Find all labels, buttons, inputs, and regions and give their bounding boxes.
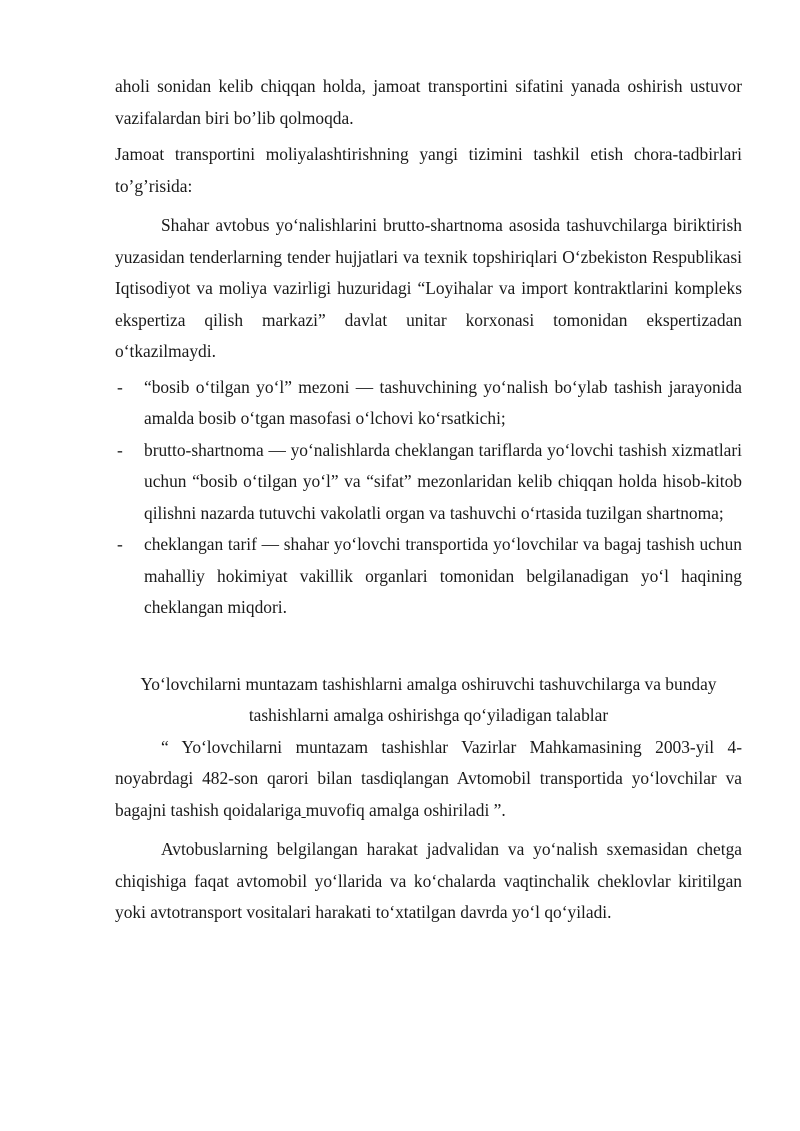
list-item	[115, 529, 742, 624]
paragraph-route-deviation: Avtobuslarning belgilangan harakat jadvalidan va yo‘nalish sxemasidan chetga chiqishiga faqat avtomobil yo‘llarida va ko‘chalarda vaqtinchalik cheklovlar kiritilgan yoki avtotransport vositalari harakati to‘xtatilgan davrda yo‘l qo‘yiladi.	[115, 839, 742, 922]
paragraph-regular-transport-rules	[115, 732, 742, 827]
list-dash: -	[117, 439, 123, 460]
list-dash: -	[117, 376, 123, 397]
definitions-list	[115, 372, 742, 624]
list-item	[115, 435, 742, 530]
paragraph-text-end: muvofiq amalga oshiriladi ”.	[305, 799, 506, 820]
paragraph-text-start: “ Yo‘lovchilarni muntazam tashishlar Vazirlar Mahkamasining 2003-yil 4-noyabrdagi 482-son qarori bilan tasdiqlangan Avtomobil transportida yo‘lovchilar va bagajni tashish qoidalariga	[115, 736, 742, 820]
list-item-text: cheklangan tarif — shahar yo‘lovchi transportida yo‘lovchilar va bagaj tashish uchun mahalliy hokimiyat vakillik organlari tomonidan belgilanadigan yo‘l haqining cheklangan miqdori.	[144, 534, 742, 617]
list-item-text: brutto-shartnoma — yo‘nalishlarda cheklangan tariflarda yo‘lovchi tashish xizmatlari uchun “bosib o‘tilgan yo‘l” va “sifat” mezonlaridan kelib chiqqan holda hisob-kitob qilishni nazarda tutuvchi vakolatli organ va tashuvchi o‘rtasida tuzilgan shartnoma;	[144, 439, 742, 523]
section-heading-line-2: tashishlarni amalga oshirishga qo‘yiladigan talablar	[248, 705, 609, 725]
paragraph-financing-title: Jamoat transportini moliyalashtirishning yangi tizimini tashkil etish chora-tadbirlari to’g’risida:	[115, 144, 742, 196]
document-body	[115, 71, 742, 929]
paragraph-tender-expertise: Shahar avtobus yo‘nalishlarini brutto-shartnoma asosida tashuvchilarga biriktirish yuzasidan tenderlarning tender hujjatlari va texnik topshiriqlari O‘zbekiston Respublikasi Iqtisodiyot va moliya vazirligi huzuridagi “Loyihalar va import kontraktlarini kompleks ekspertiza qilish markazi” davlat unitar korxonasi tomonidan ekspertizadan o‘tkazilmaydi.	[115, 215, 742, 361]
section-heading-line-1: Yo‘lovchilarni muntazam tashishlarni amalga oshiruvchi tashuvchilarga va bunday	[140, 673, 717, 694]
list-item-text: “bosib o‘tilgan yo‘l” mezoni — tashuvchining yo‘nalish bo‘ylab tashish jarayonida amalda bosib o‘tgan masofasi o‘lchovi ko‘rsatkichi;	[144, 376, 742, 428]
section-heading	[115, 669, 742, 732]
paragraph-intro: aholi sonidan kelib chiqqan holda, jamoat transportini sifatini yanada oshirish ustuvor vazifalardan biri bo’lib qolmoqda.	[115, 76, 742, 128]
list-dash: -	[117, 534, 123, 554]
list-item	[115, 372, 742, 435]
